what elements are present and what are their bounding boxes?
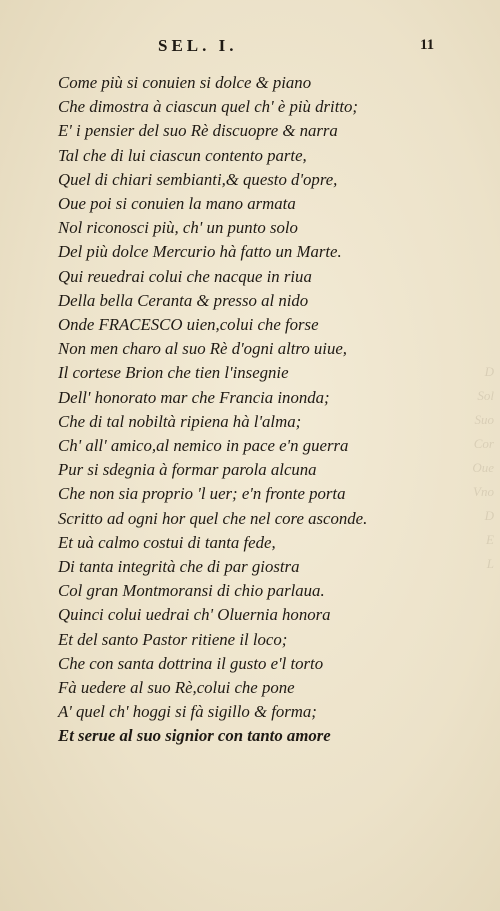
poem-text — [58, 71, 378, 749]
verse-line: Col gran Montmoransi di chio parlaua. — [58, 581, 325, 601]
verse-line: Scritto ad ogni hor quel che nel core asconde. — [58, 508, 368, 528]
verse-line: Nol riconosci più, ch' un punto solo — [58, 218, 298, 238]
verse-line: Oue poi si conuien la mano armata — [58, 194, 296, 214]
verse-line: Il cortese Brion che tien l'insegnie — [58, 363, 289, 383]
verse-line: Quinci colui uedrai ch' Oluernia honora — [58, 605, 331, 625]
verse-line: Fà uedere al suo Rè,colui che pone — [58, 678, 295, 698]
page-number: 11 — [420, 37, 435, 53]
verse-line: Non men charo al suo Rè d'ogni altro uiue, — [58, 339, 348, 359]
verse-line: Del più dolce Mercurio hà fatto un Marte. — [58, 242, 342, 262]
verse-line: Che di tal nobiltà ripiena hà l'alma; — [58, 411, 302, 431]
verse-line: E' i pensier del suo Rè discuopre & narra — [58, 121, 338, 141]
verse-line: Ch' all' amico,al nemico in pace e'n guerra — [58, 436, 349, 456]
verse-line: Pur si sdegnia à formar parola alcuna — [58, 460, 317, 480]
verse-line: A' quel ch' hoggi si fà sigillo & forma; — [58, 702, 317, 722]
verse-line: Onde FRACESCO uien,colui che forse — [58, 315, 319, 335]
running-head: SEL. I. — [158, 36, 238, 55]
verse-line: Et serue al suo signior con tanto amore — [58, 726, 331, 746]
verse-line: Di tanta integrità che di par giostra — [58, 557, 300, 577]
verse-line: Come più si conuien si dolce & piano — [58, 73, 312, 92]
verse-line: Tal che di lui ciascun contento parte, — [58, 145, 307, 165]
verse-line: Che dimostra à ciascun quel ch' è più dritto; — [58, 97, 359, 117]
verse-line: Dell' honorato mar che Francia inonda; — [58, 387, 330, 407]
verse-line: Che con santa dottrina il gusto e'l torto — [58, 653, 324, 673]
verse-line: Della bella Ceranta & presso al nido — [58, 290, 309, 310]
verse-line: Et del santo Pastor ritiene il loco; — [58, 629, 288, 649]
verse-line: Che non sia proprio 'l uer; e'n fronte porta — [58, 484, 346, 504]
verse-line: Et uà calmo costui di tanta fede, — [58, 532, 276, 552]
show-through-from-verso: D Sol Suo Cor Oue Vno D E L — [472, 364, 494, 571]
page-header — [0, 34, 500, 58]
verse-line: Quel di chiari sembianti,& questo d'opre, — [58, 169, 338, 189]
verse-line: Qui reuedrai colui che nacque in riua — [58, 266, 312, 286]
